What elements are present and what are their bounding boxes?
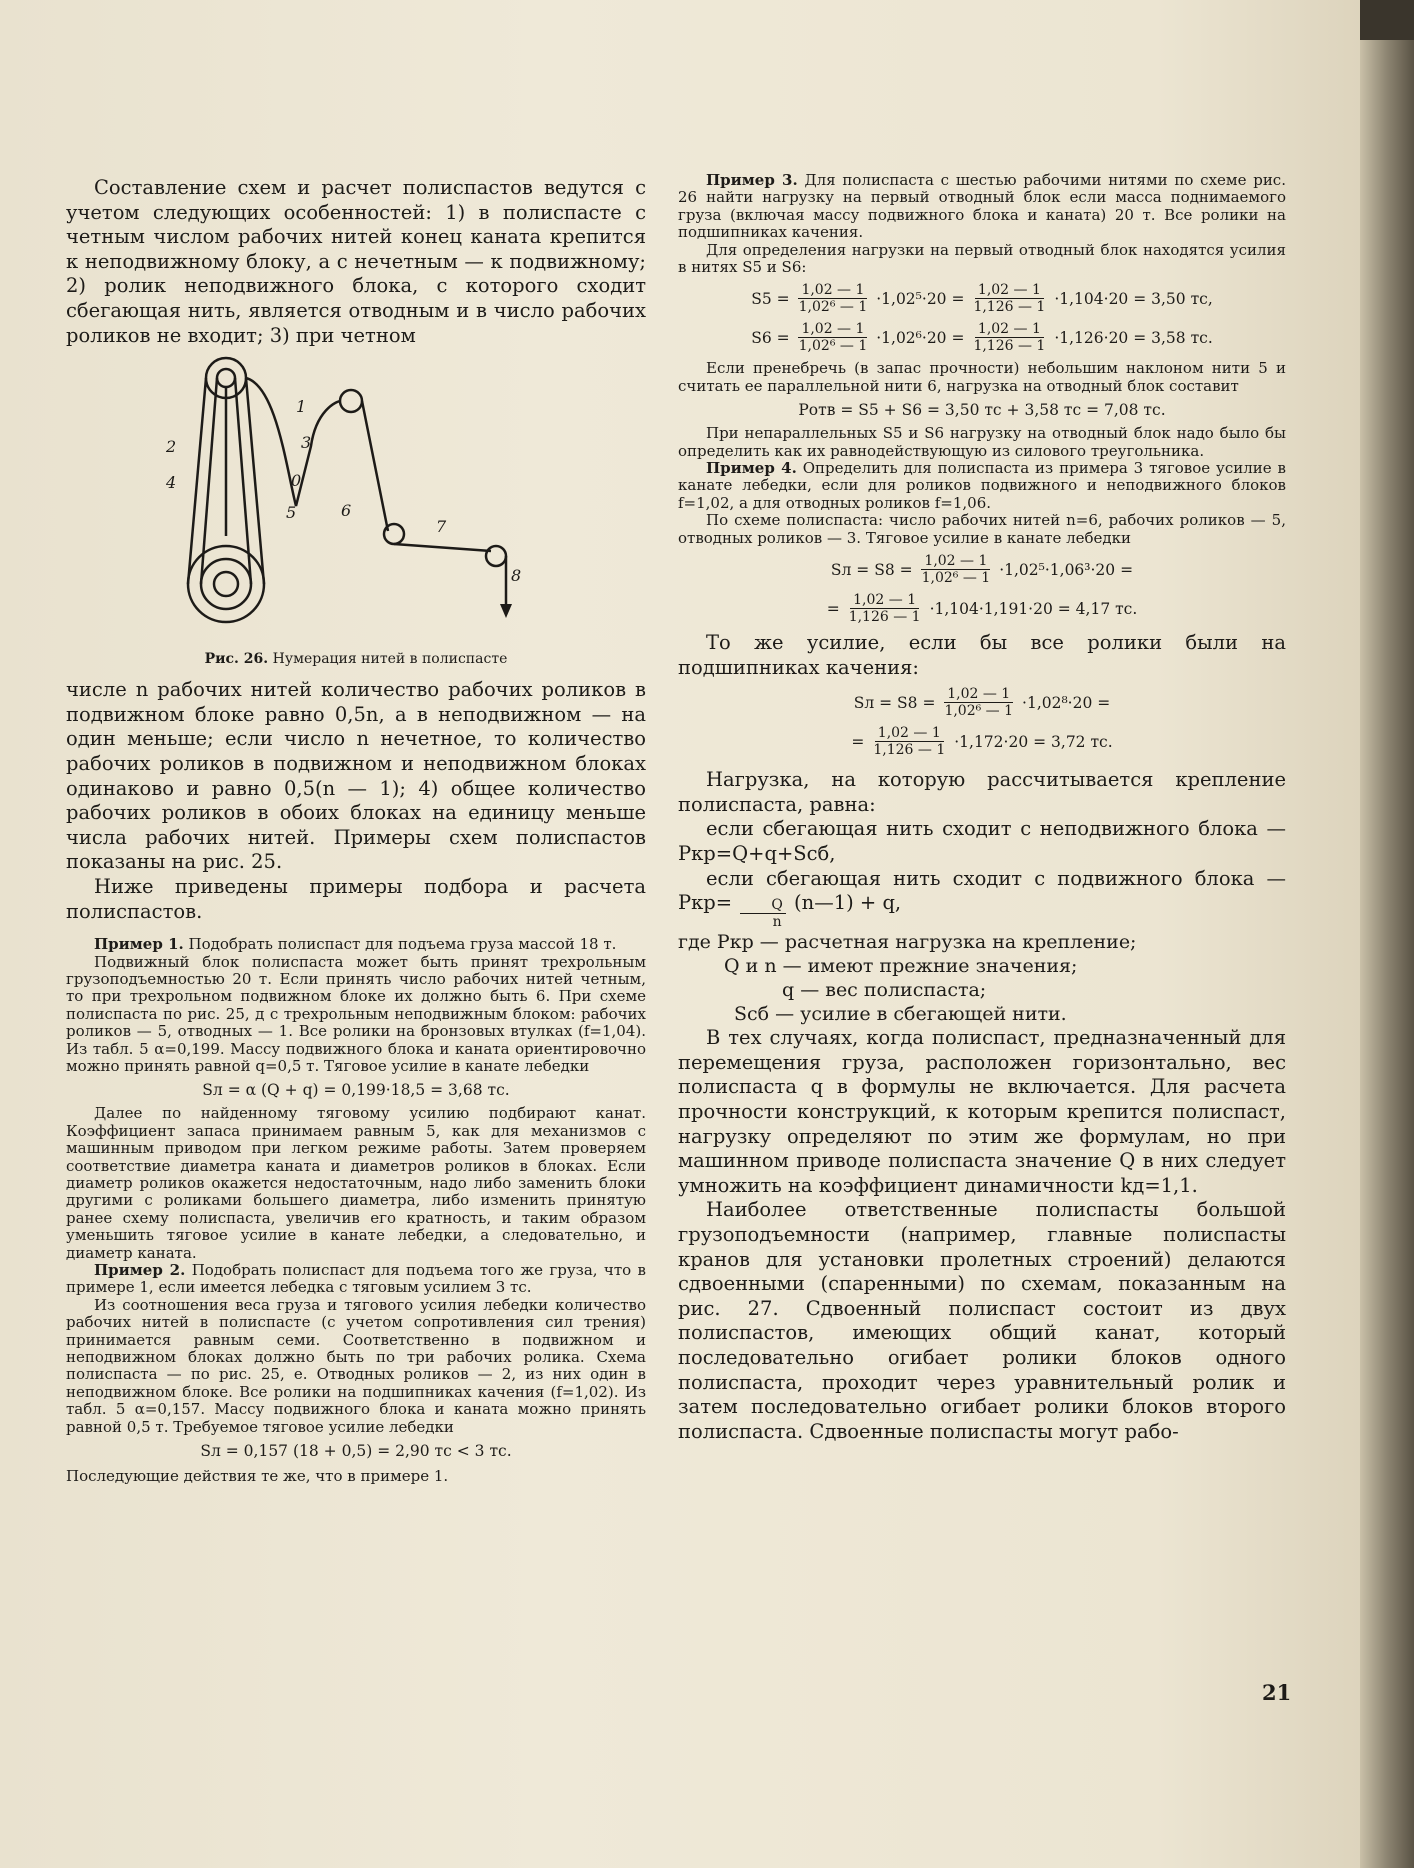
example-1-formula: Sл = α (Q + q) = 0,199·18,5 = 3,68 тс.: [202, 1081, 510, 1100]
denominator: 1,02⁶ — 1: [798, 338, 868, 355]
formula-s6-mid: ·1,02⁶·20 =: [876, 328, 965, 347]
formula-frac: [919, 553, 994, 586]
example-3-body: Для определения нагрузки на первый отводный блок находятся усилия в нитях S5 и S6:: [678, 240, 1286, 277]
denominator: 1,02⁶ — 1: [798, 299, 868, 316]
denominator: 1,126 — 1: [873, 742, 946, 759]
formula-frac: [846, 592, 924, 625]
top-block-inner: [217, 369, 235, 387]
examples-intro: Ниже приведены примеры подбора и расчета полиспастов.: [66, 874, 646, 923]
example-2-formula: Sл = 0,157 (18 + 0,5) = 2,90 тс < 3 тс.: [200, 1442, 512, 1461]
definition-q: q — вес полиспаста;: [782, 979, 987, 1002]
page-number: 21: [1262, 1680, 1292, 1705]
formula-s-l-3: [678, 686, 1286, 719]
arrow-down: [500, 604, 512, 618]
numerator: 1,02 — 1: [975, 321, 1044, 338]
bottom-block-inner: [214, 572, 238, 596]
bottom-block-outer: [188, 546, 264, 622]
numerator: 1,02 — 1: [944, 686, 1013, 703]
example-4-heading: [678, 460, 1286, 512]
label-5: 5: [286, 503, 297, 523]
denominator: 1,02⁶ — 1: [944, 703, 1014, 720]
formula-rest: ·1,172·20 = 3,72 тс.: [954, 732, 1113, 751]
formula-s-l-1: [678, 553, 1286, 586]
numerator: 1,02 — 1: [798, 282, 867, 299]
formula-s6-frac2: [970, 321, 1048, 354]
numerator: 1,02 — 1: [875, 725, 944, 742]
horizontal-paragraph: В тех случаях, когда полиспаст, предназначенный для перемещения груза, расположен горизонтально, вес полиспаста q в формулы не включается. Для расчета прочности конструкций, к которым крепится полиспаст, нагрузку определяют по этим же формулам, но при машинном приводе полиспаста значение Q в них следует умножить на коэффициент динамичности kд=1,1.: [678, 1026, 1286, 1197]
formula-lhs: =: [851, 732, 865, 751]
numerator: 1,02 — 1: [850, 592, 919, 609]
example-4-task: Определить для полиспаста из примера 3 тяговое усилие в канате лебедки, если для роликов подвижного и неподвижного блоков f=1,02, а для отводных роликов f=1,06.: [678, 459, 1286, 512]
load-case-fixed: если сбегающая нить сходит с неподвижного блока — Pкр=Q+q+Sсб,: [678, 817, 1286, 866]
formula-s6-result: ·1,126·20 = 3,58 тс.: [1054, 328, 1213, 347]
same-force-paragraph: То же усилие, если бы все ролики были на подшипниках качения:: [678, 631, 1286, 679]
formula-s6: [678, 321, 1286, 354]
deflection-roller-3: [486, 546, 506, 566]
example-2-body: Из соотношения веса груза и тягового усилия лебедки количество рабочих нитей в полиспасте (с учетом сопротивления сил трения) принимается равным семи. Соответственно в подвижном и неподвижном блоках должно быть по три рабочих ролика. Схема полиспаста — по рис. 25, е. Отводных роликов — 2, из них один в неподвижном блоке. Все ролики на подшипниках качения (f=1,02). Из табл. 5 α=0,157. Массу подвижного блока и каната можно принять равной 0,5 т. Требуемое тяговое усилие лебедки: [66, 1295, 646, 1436]
load-paragraph: Нагрузка, на которую рассчитывается крепление полиспаста, равна:: [678, 768, 1286, 816]
example-2-end: Последующие действия те же, что в примере 1.: [66, 1467, 449, 1486]
example-1-followup: Далее по найденному тяговому усилию подбирают канат. Коэффициент запаса принимаем равным 5, как для механизмов с машинным приводом при легком режиме работы. Затем проверяем соответствие диаметра каната и диаметров роликов в блоках. Если диаметр роликов окажется недостаточным, надо либо заменить блоки другими с роликами большего диаметра, либо изменить принятую ранее схему полиспаста, увеличив его кратность, и таким образом уменьшить тяговое усилие в канате лебедки, а следовательно, и диаметр каната.: [66, 1104, 646, 1262]
definition-p-kr: где Pкр — расчетная нагрузка на крепление;: [678, 931, 1137, 954]
denominator: 1,126 — 1: [848, 609, 921, 626]
formula-lhs: Sл = S8 =: [853, 693, 936, 712]
example-3-label: Пример 3.: [706, 171, 798, 189]
example-3-heading: [678, 172, 1286, 242]
example-4-label: Пример 4.: [706, 459, 797, 478]
example-1-heading: [66, 936, 646, 953]
caption-number: Рис. 26.: [204, 651, 269, 668]
load-case-moving-text: если сбегающая нить сходит с подвижного блока — Pкр=: [678, 866, 1286, 915]
example-3-neglect: Если пренебречь (в запас прочности) небольшим наклоном нити 5 и считать ее параллельной нити 6, нагрузка на отводный блок составит: [678, 359, 1286, 395]
formula-s-l-2: [678, 592, 1286, 625]
formula-s5-mid: ·1,02⁵·20 =: [876, 289, 965, 308]
formula-frac: [870, 725, 948, 758]
denominator: 1,126 — 1: [973, 299, 1046, 316]
formula-s5-result: ·1,104·20 = 3,50 тс,: [1054, 289, 1213, 308]
label-1: 1: [296, 397, 307, 417]
bottom-block-mid: [201, 559, 251, 609]
right-column: [678, 172, 1286, 1444]
formula-s5-frac2: [970, 282, 1048, 315]
label-6: 6: [341, 501, 352, 521]
label-7: 7: [436, 517, 447, 537]
example-3-task: Для полиспаста с шестью рабочими нитями по схеме рис. 26 найти нагрузку на первый отводный блок если масса поднимаемого груза (включая массу подвижного блока и каната) 20 т. Все ролики на подшипниках качения.: [678, 171, 1286, 242]
numerator: Q: [740, 897, 785, 914]
label-8: 8: [511, 566, 522, 586]
deflection-roller-2: [384, 524, 404, 544]
example-4-body: По схеме полиспаста: число рабочих нитей n=6, рабочих роликов — 5, отводных роликов — 3. Тяговое усилие в канате лебедки: [678, 511, 1286, 547]
formula-s5: [678, 282, 1286, 315]
denominator: n: [772, 914, 782, 931]
example-1-task: Подобрать полиспаст для подъема груза массой 18 т.: [188, 935, 617, 954]
formula-s-l-4: [678, 725, 1286, 758]
caption-text: Нумерация нитей в полиспасте: [272, 651, 508, 668]
intro-paragraph: Составление схем и расчет полиспастов ведутся с учетом следующих особенностей: 1) в полиспасте с четным числом рабочих нитей конец каната крепится к неподвижному блоку, а с нечетным — к подвижному; 2) ролик неподвижного блока, с которого сходит сбегающая нить, является отводным и в число рабочих роликов не входит; 3) при четном: [66, 176, 646, 347]
example-2-task: Подобрать полиспаст для подъема того же груза, что в примере 1, если имеется лебедка с тяговым усилием 3 тс.: [66, 1261, 646, 1297]
formula-s5-lhs: S5 =: [751, 289, 790, 308]
numerator: 1,02 — 1: [921, 553, 990, 570]
example-1-label: Пример 1.: [94, 935, 184, 954]
example-1-body: Подвижный блок полиспаста может быть принят трехрольным грузоподъемностью 20 т. Если принять число рабочих нитей четным, то при трехрольном подвижном блоке их должно быть 6. При схеме полиспаста по рис. 25, д с трехрольным неподвижным блоком: рабочих роликов — 5, отводных — 1. Все ролики на бронзовых втулках (f=1,04). Из табл. 5 α=0,199. Массу подвижного блока и каната ориентировочно можно принять равной q=0,5 т. Тяговое усилие в канате лебедки: [66, 952, 646, 1075]
formula-rest: ·1,02⁸·20 =: [1022, 693, 1111, 712]
formula-lhs: =: [826, 599, 840, 618]
label-2: 2: [166, 437, 177, 457]
formula-frac: [941, 686, 1016, 719]
formula-s6-frac1: [796, 321, 871, 354]
load-fraction: [740, 897, 785, 930]
figure-caption: [66, 650, 646, 668]
label-3: 3: [301, 433, 312, 453]
formula-s6-lhs: S6 =: [751, 328, 790, 347]
definition-q-n: Q и n — имеют прежние значения;: [724, 955, 1078, 978]
denominator: 1,126 — 1: [973, 338, 1046, 355]
definition-s-sb: Sсб — усилие в сбегающей нити.: [734, 1003, 1067, 1026]
denominator: 1,02⁶ — 1: [921, 570, 991, 587]
example-3-nonparallel: При непараллельных S5 и S6 нагрузку на отводный блок надо было бы определить как их равнодействующую из силового треугольника.: [678, 424, 1286, 460]
figure-26-pulley-diagram: [126, 356, 526, 646]
label-4: 4: [166, 473, 177, 493]
double-pulley-paragraph: Наиболее ответственные полиспасты большой грузоподъемности (например, главные полиспасты кранов для установки пролетных строений) делаются сдвоенными (спаренными) по схемам, показанным на рис. 27. Сдвоенный полиспаст состоит из двух полиспастов, имеющих общий канат, который последовательно огибает ролики блоков одного полиспаста, проходит через уравнительный ролик и затем последовательно огибает ролики блоков второго полиспаста. Сдвоенные полиспасты могут рабо-: [678, 1198, 1286, 1443]
deflection-roller-1: [340, 390, 362, 412]
definitions: [678, 930, 1286, 1026]
rollers-paragraph: числе n рабочих нитей количество рабочих роликов в подвижном блоке равно 0,5n, а в неподвижном — на один меньше; если число n нечетное, то количество рабочих роликов в подвижном и неподвижном блоках одинаково и равно 0,5(n — 1); 4) общее количество рабочих роликов в обоих блоках на единицу меньше числа рабочих нитей. Примеры схем полиспастов показаны на рис. 25.: [66, 678, 646, 874]
label-0: 0: [291, 471, 302, 491]
numerator: 1,02 — 1: [798, 321, 867, 338]
book-edge: [1360, 40, 1414, 1868]
formula-rest: ·1,104·1,191·20 = 4,17 тс.: [929, 599, 1138, 618]
formula-p-otv: Pотв = S5 + S6 = 3,50 тс + 3,58 тс = 7,08 тс.: [798, 401, 1166, 420]
load-case-moving-rest: (n—1) + q,: [794, 891, 902, 915]
formula-lhs: Sл = S8 =: [830, 560, 913, 579]
example-2-label: Пример 2.: [94, 1261, 186, 1279]
formula-s5-frac1: [796, 282, 871, 315]
numerator: 1,02 — 1: [975, 282, 1044, 299]
load-case-moving: [678, 867, 1286, 931]
formula-rest: ·1,02⁵·1,06³·20 =: [999, 560, 1134, 579]
left-column: [66, 176, 646, 1485]
example-2-heading: [66, 1262, 646, 1297]
